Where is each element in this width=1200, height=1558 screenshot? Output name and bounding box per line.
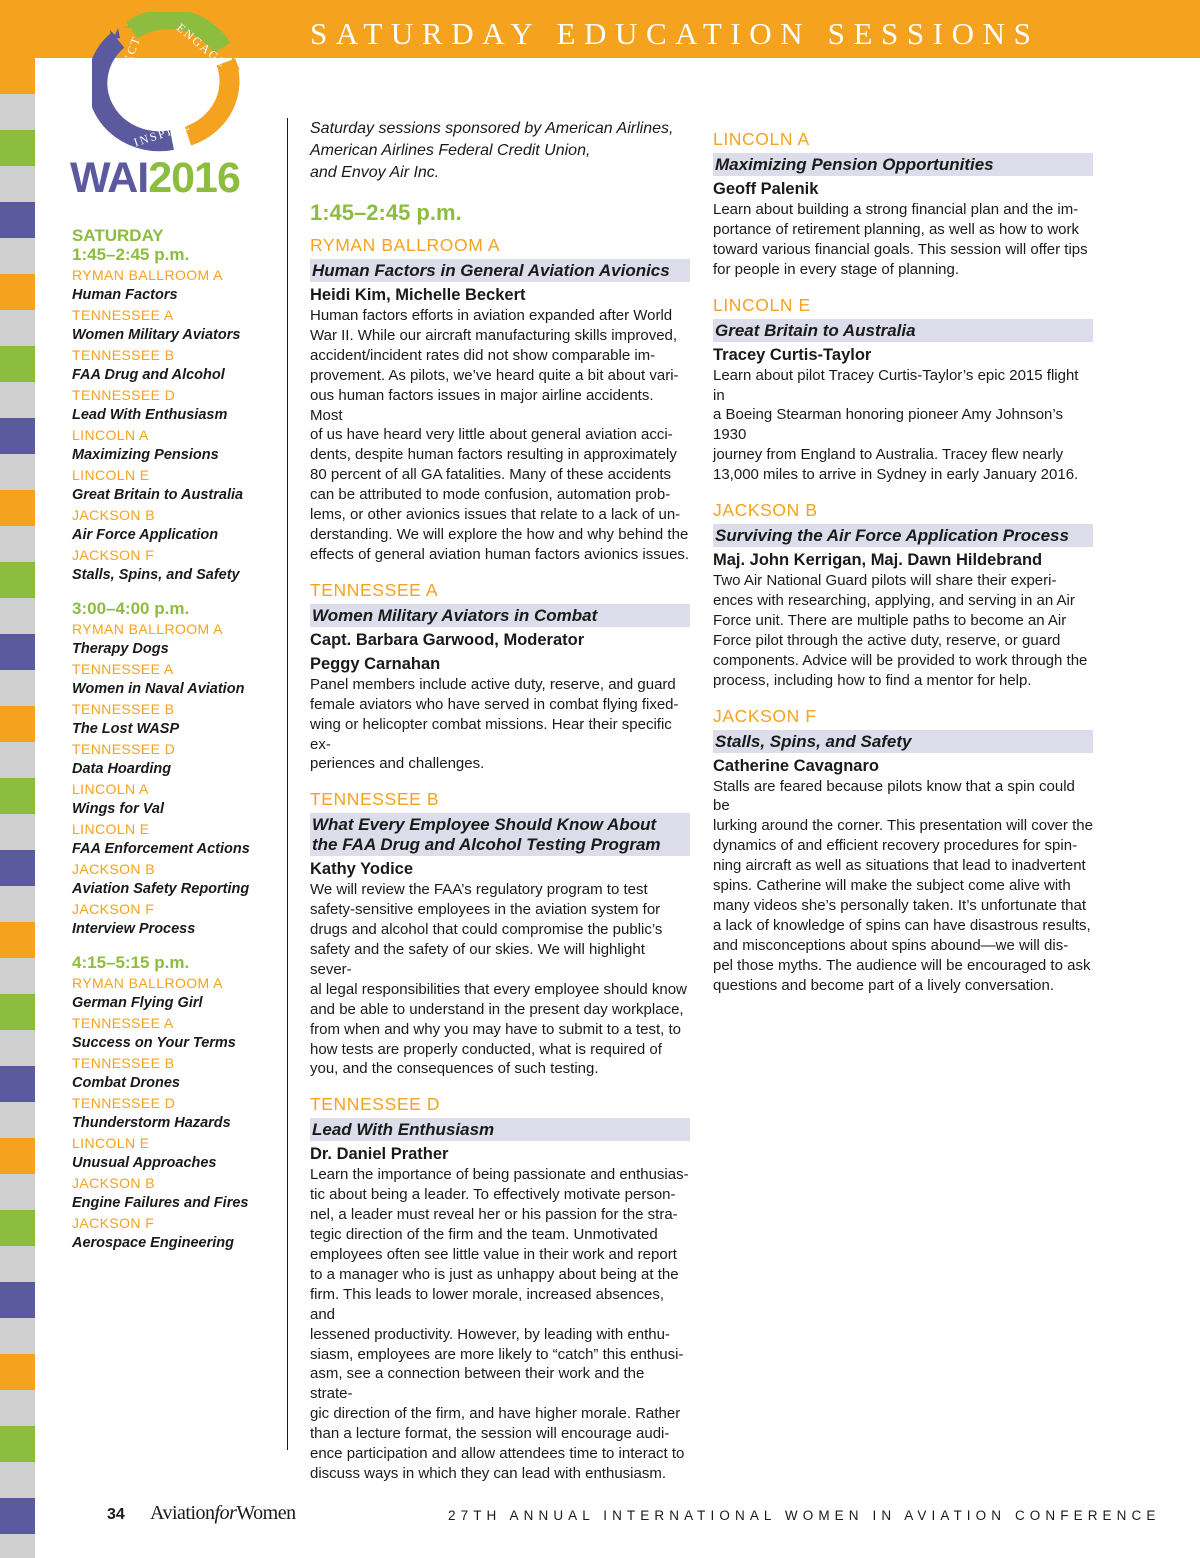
description-line: ous human factors issues in major airline accidents. Most <box>310 386 654 424</box>
description-line: employees often see little value in their work and report <box>310 1246 677 1263</box>
color-stripe <box>0 346 35 382</box>
sidebar-room: JACKSON F <box>72 901 155 917</box>
logo-word-connect: CONNECT <box>106 33 144 105</box>
sidebar-time-block <box>72 245 282 585</box>
description-line: can be attributed to mode confusion, automation prob- <box>310 486 671 504</box>
color-stripe <box>0 1102 35 1138</box>
description-line: safety-sensitive employees in the aviation system for <box>310 901 661 919</box>
session-title-line: Stalls, Spins, and Safety <box>715 731 912 751</box>
sidebar-room: LINCOLN A <box>72 781 149 797</box>
sidebar-room: JACKSON F <box>72 547 155 563</box>
session-title <box>713 730 1093 753</box>
sidebar-room: TENNESSEE D <box>72 1095 176 1111</box>
sidebar-time-block <box>72 953 282 1253</box>
description-line: We will review the FAA’s regulatory program to test <box>310 881 648 899</box>
sidebar-session-title: Aerospace Engineering <box>72 1235 234 1251</box>
session-title-line: Human Factors in General Aviation Avionics <box>312 261 670 280</box>
color-stripe <box>0 634 35 670</box>
magazine-name-part: Women <box>236 1502 296 1524</box>
description-line: drugs and alcohol that could compromise the public’s <box>310 921 663 939</box>
sidebar-room: JACKSON F <box>72 1215 155 1231</box>
color-stripe <box>0 382 35 418</box>
description-line: provement. As pilots, we’ve heard quite a bit about vari- <box>310 366 679 384</box>
color-stripe <box>0 130 35 166</box>
description-line: safety and the safety of our skies. We will highlight sever- <box>310 941 645 978</box>
description-line: a Boeing Stearman honoring pioneer Amy Johnson’s 1930 <box>713 406 1063 444</box>
description-line: components. Advice will be provided to work through the <box>713 651 1088 669</box>
color-stripe <box>0 1498 35 1534</box>
color-stripe <box>0 1390 35 1426</box>
color-stripe <box>0 1534 35 1558</box>
main-column-right <box>713 128 1093 995</box>
color-stripe <box>0 94 35 130</box>
sidebar-room: TENNESSEE B <box>72 347 175 363</box>
sidebar-session-title: Data Hoarding <box>72 761 172 777</box>
session-speaker: Geoff Palenik <box>713 180 819 198</box>
color-stripe <box>0 202 35 238</box>
session-room: TENNESSEE A <box>310 579 439 600</box>
sidebar-room: LINCOLN E <box>72 1135 150 1151</box>
description-line: lurking around the corner. This presentation will cover the <box>713 817 1093 835</box>
sidebar-session-title: Therapy Dogs <box>72 641 169 657</box>
description-line: Force unit. There are multiple paths to become an Air <box>713 611 1067 629</box>
logo-word-inspire: INSPIRE <box>131 117 193 150</box>
magazine-name-part: Aviation <box>150 1502 215 1524</box>
description-line: process, including how to find a mentor for help. <box>713 671 1032 689</box>
description-line: 80 percent of all GA fatalities. Many of these accidents <box>310 466 672 484</box>
main-column-left <box>310 118 690 1484</box>
session <box>310 234 690 565</box>
session-speaker: Dr. Daniel Prather <box>310 1145 449 1164</box>
sidebar-day: SATURDAY <box>72 226 164 245</box>
session-speaker: Tracey Curtis-Taylor <box>713 345 872 364</box>
color-stripe <box>0 562 35 598</box>
session-speaker: Capt. Barbara Garwood, Moderator <box>310 630 585 649</box>
sidebar-room: RYMAN BALLROOM A <box>72 975 223 991</box>
description-line: you, and the consequences of such testing. <box>310 1060 599 1078</box>
description-line: 13,000 miles to arrive in Sydney in early January 2016. <box>713 466 1079 484</box>
session-description <box>310 306 690 565</box>
color-stripe <box>0 1462 35 1498</box>
sidebar-room: RYMAN BALLROOM A <box>72 267 223 283</box>
color-stripe <box>0 274 35 310</box>
session-title-line: What Every Employee Should Know About <box>312 815 657 835</box>
page-title: SATURDAY EDUCATION SESSIONS <box>310 16 1040 51</box>
description-line: ence participation and allow attendees time to interact to <box>310 1445 685 1463</box>
session-title <box>310 1118 690 1141</box>
session-description <box>310 880 690 1079</box>
logo-year-text: 2016 <box>148 154 240 202</box>
description-line: siasm, employees are more likely to “catch” this enthusi- <box>310 1345 684 1363</box>
session <box>310 579 690 775</box>
session <box>713 499 1093 690</box>
session-description <box>713 571 1093 690</box>
session <box>310 788 690 1079</box>
sidebar-room: LINCOLN E <box>72 467 150 483</box>
sessions-list <box>310 234 690 1484</box>
description-line: firm. This leads to lower morale, increased absences, and <box>310 1285 665 1323</box>
wai-logo-ring <box>92 12 242 152</box>
sponsor-note <box>310 118 690 184</box>
color-stripe <box>0 1318 35 1354</box>
color-stripe <box>0 1138 35 1174</box>
sidebar-room: LINCOLN E <box>72 821 150 837</box>
color-stripe <box>0 58 35 94</box>
left-color-stripes <box>0 0 35 1558</box>
description-line: and be able to understand in the present day workplace, <box>310 1000 684 1018</box>
description-line: al legal responsibilities that every employee should know <box>310 980 687 998</box>
logo-word-engage: ENGAGE <box>173 20 230 71</box>
color-stripe <box>0 1426 35 1462</box>
description-line: journey from England to Australia. Tracey flew nearly <box>713 446 1064 464</box>
sidebar-session-title: Human Factors <box>72 287 178 303</box>
description-line: lems, or other avionics issues that relate to a lack of un- <box>310 506 681 524</box>
sidebar-time-block <box>72 599 282 939</box>
description-line: from when and why you may have to submit to a test, to <box>310 1020 682 1038</box>
sidebar-session-title: Combat Drones <box>72 1075 180 1091</box>
color-stripe <box>0 814 35 850</box>
logo-wai-text: WAI <box>70 154 149 202</box>
session <box>713 705 1093 996</box>
color-stripe <box>0 1030 35 1066</box>
session-room: JACKSON F <box>713 705 817 726</box>
session-title-line: the FAA Drug and Alcohol Testing Program <box>312 835 661 855</box>
description-line: ning aircraft as well as situations that lead to inadvertent <box>713 857 1086 875</box>
sidebar-room: TENNESSEE A <box>72 661 174 677</box>
session-description <box>310 675 690 775</box>
description-line: a lack of knowledge of spins can have disastrous results, <box>713 916 1091 934</box>
sidebar-session-title: Interview Process <box>72 921 196 937</box>
sidebar-session-title: Stalls, Spins, and Safety <box>72 567 240 583</box>
description-line: derstanding. We will explore the how and why behind the <box>310 525 689 543</box>
session-title <box>310 604 690 627</box>
sidebar-room: JACKSON B <box>72 1175 155 1191</box>
sidebar-session-title: Wings for Val <box>72 801 164 817</box>
session-room: TENNESSEE D <box>310 1094 441 1115</box>
color-stripe <box>0 490 35 526</box>
sidebar-room: JACKSON B <box>72 507 155 523</box>
session-title-line: Surviving the Air Force Application Process <box>715 526 1069 546</box>
session-description <box>713 200 1093 280</box>
description-line: Panel members include active duty, reserve, and guard <box>310 675 676 693</box>
color-stripe <box>0 922 35 958</box>
session-room: TENNESSEE B <box>310 789 440 810</box>
description-line: than a lecture format, the session will encourage audi- <box>310 1425 670 1443</box>
magazine-name <box>150 1502 296 1525</box>
session-speaker: Peggy Carnahan <box>310 654 441 673</box>
description-line: pel those myths. The audience will be encouraged to ask <box>713 956 1091 974</box>
color-stripe <box>0 706 35 742</box>
session-room: RYMAN BALLROOM A <box>310 235 501 255</box>
sidebar-session-title: FAA Drug and Alcohol <box>72 367 225 383</box>
color-stripe <box>0 526 35 562</box>
description-line: and misconceptions about spins abound—we will dis- <box>713 936 1069 954</box>
sidebar-room: TENNESSEE A <box>72 1015 174 1031</box>
page-number: 34 <box>107 1506 125 1523</box>
session <box>310 1093 690 1484</box>
sessions-list <box>713 128 1093 995</box>
description-line: asm, see a connection between their work and the strate- <box>310 1365 645 1403</box>
session-title-line: Great Britain to Australia <box>715 320 916 340</box>
description-line: to a manager who is just as unhappy about being at the <box>310 1265 679 1283</box>
description-line: ences with researching, applying, and serving in an Air <box>713 591 1075 609</box>
session-title <box>310 813 690 856</box>
color-stripe <box>0 1246 35 1282</box>
sidebar-session-title: Lead With Enthusiasm <box>72 407 228 423</box>
color-stripe <box>0 742 35 778</box>
sidebar-session-title: Success on Your Terms <box>72 1035 236 1051</box>
description-line: War II. While our aircraft manufacturing skills improved, <box>310 326 678 344</box>
color-stripe <box>0 598 35 634</box>
session-speaker: Maj. John Kerrigan, Maj. Dawn Hildebrand <box>713 551 1043 570</box>
description-line: Human factors efforts in aviation expanded after World <box>310 307 673 324</box>
sidebar-room: JACKSON B <box>72 861 155 877</box>
color-stripe <box>0 238 35 274</box>
session-title <box>310 259 690 282</box>
description-line: wing or helicopter combat missions. Hear their specific ex- <box>310 715 672 753</box>
session-description <box>310 1165 690 1484</box>
conference-name: 27TH ANNUAL INTERNATIONAL WOMEN IN AVIATION CONFERENCE <box>448 1508 1161 1523</box>
color-stripe <box>0 1282 35 1318</box>
description-line: spins. Catherine will make the subject come alive with <box>713 877 1071 895</box>
description-line: effects of general aviation human factors avionics issues. <box>310 545 690 563</box>
sponsor-line: American Airlines Federal Credit Union, <box>310 142 591 159</box>
description-line: nel, a leader must reveal her or his passion for the stra- <box>310 1206 678 1224</box>
description-line: tic about being a leader. To effectively motivate person- <box>310 1186 676 1204</box>
description-line: questions and become part of a lively conversation. <box>713 976 1055 994</box>
description-line: toward various financial goals. This session will offer tips <box>713 240 1088 258</box>
color-stripe <box>0 166 35 202</box>
magazine-name-part: for <box>214 1502 237 1524</box>
description-line: periences and challenges. <box>310 755 485 773</box>
description-line: Stalls are feared because pilots know that a spin could be <box>713 777 1075 815</box>
sidebar-session-title: Air Force Application <box>72 527 219 543</box>
sidebar-room: TENNESSEE A <box>72 307 174 323</box>
session-description <box>713 366 1093 485</box>
description-line: tegic direction of the firm and the team. Unmotivated <box>310 1226 658 1244</box>
session-time-heading: 1:45–2:45 p.m. <box>310 200 462 225</box>
color-stripe <box>0 958 35 994</box>
color-stripe <box>0 994 35 1030</box>
session <box>713 128 1093 280</box>
color-stripe <box>0 1066 35 1102</box>
description-line: discuss ways in which they can lead with enthusiasm. <box>310 1464 667 1482</box>
sidebar-room: RYMAN BALLROOM A <box>72 621 223 637</box>
sidebar-session-title: German Flying Girl <box>72 995 203 1011</box>
sidebar-session-title: Engine Failures and Fires <box>72 1195 249 1211</box>
description-line: Learn the importance of being passionate and enthusias- <box>310 1166 689 1184</box>
session-room: LINCOLN E <box>713 294 811 315</box>
sidebar-time: 1:45–2:45 p.m. <box>72 245 190 264</box>
sponsor-line: and Envoy Air Inc. <box>310 164 440 181</box>
description-line: how tests are properly conducted, what is required of <box>310 1040 662 1058</box>
session-title-line: Lead With Enthusiasm <box>312 1120 495 1140</box>
sidebar-session-title: Aviation Safety Reporting <box>72 881 250 897</box>
session-room: JACKSON B <box>713 500 818 521</box>
sidebar-room: TENNESSEE D <box>72 387 176 403</box>
sidebar-session-title: FAA Enforcement Actions <box>72 841 250 857</box>
sidebar-room: LINCOLN A <box>72 427 149 443</box>
sidebar-room: TENNESSEE D <box>72 741 176 757</box>
sponsor-line: Saturday sessions sponsored by American Airlines, <box>310 120 674 137</box>
description-line: lessened productivity. However, by leading with enthu- <box>310 1325 670 1343</box>
description-line: of us have heard very little about general aviation acci- <box>310 426 673 444</box>
wai-2016-logo <box>70 154 240 202</box>
session-title <box>713 524 1093 547</box>
description-line: Two Air National Guard pilots will share their experi- <box>713 572 1057 590</box>
session-title-line: Maximizing Pension Opportunities <box>715 155 994 174</box>
sidebar-session-title: Women in Naval Aviation <box>72 681 245 697</box>
description-line: dynamics of and efficient recovery procedures for spin- <box>713 837 1078 855</box>
session-room: LINCOLN A <box>713 129 810 149</box>
sidebar-session-title: Unusual Approaches <box>72 1155 217 1171</box>
session-speaker: Catherine Cavagnaro <box>713 756 879 775</box>
sidebar-schedule <box>72 227 282 1253</box>
sidebar-room: TENNESSEE B <box>72 701 175 717</box>
session-description <box>713 777 1093 996</box>
color-stripe <box>0 1174 35 1210</box>
description-line: female aviators who have served in combat flying fixed- <box>310 695 679 713</box>
color-stripe <box>0 418 35 454</box>
session-speaker: Kathy Yodice <box>310 860 414 879</box>
description-line: Learn about pilot Tracey Curtis-Taylor’s epic 2015 flight in <box>713 366 1079 404</box>
sidebar-time: 3:00–4:00 p.m. <box>72 599 190 618</box>
description-line: many videos she’s personally taken. It’s unfortunate that <box>713 896 1087 914</box>
sidebar-session-title: Maximizing Pensions <box>72 447 219 463</box>
color-stripe <box>0 850 35 886</box>
description-line: Learn about building a strong financial plan and the im- <box>713 201 1079 218</box>
description-line: for people in every stage of planning. <box>713 260 959 278</box>
session-title-line: Women Military Aviators in Combat <box>312 605 598 625</box>
session <box>713 294 1093 485</box>
color-stripe <box>0 778 35 814</box>
session-title <box>713 319 1093 342</box>
color-stripe <box>0 670 35 706</box>
color-stripe <box>0 310 35 346</box>
color-stripe <box>0 886 35 922</box>
session-title <box>713 153 1093 176</box>
color-stripe <box>0 1354 35 1390</box>
sidebar-time: 4:15–5:15 p.m. <box>72 953 190 972</box>
color-stripe <box>0 1210 35 1246</box>
sidebar-session-title: Women Military Aviators <box>72 327 241 343</box>
description-line: portance of retirement planning, as well as how to work <box>713 220 1080 238</box>
sidebar-room: TENNESSEE B <box>72 1055 175 1071</box>
description-line: Force pilot through the active duty, reserve, or guard <box>713 631 1061 649</box>
sidebar-session-title: Great Britain to Australia <box>72 487 244 503</box>
color-stripe <box>0 454 35 490</box>
session-speaker: Heidi Kim, Michelle Beckert <box>310 286 526 304</box>
description-line: gic direction of the firm, and have higher morale. Rather <box>310 1405 681 1423</box>
column-divider <box>287 118 288 1450</box>
sidebar-session-title: Thunderstorm Hazards <box>72 1115 231 1131</box>
description-line: dents, despite human factors resulting in approximately <box>310 446 677 464</box>
description-line: accident/incident rates did not show comparable im- <box>310 346 656 364</box>
sidebar-session-title: The Lost WASP <box>72 721 180 737</box>
